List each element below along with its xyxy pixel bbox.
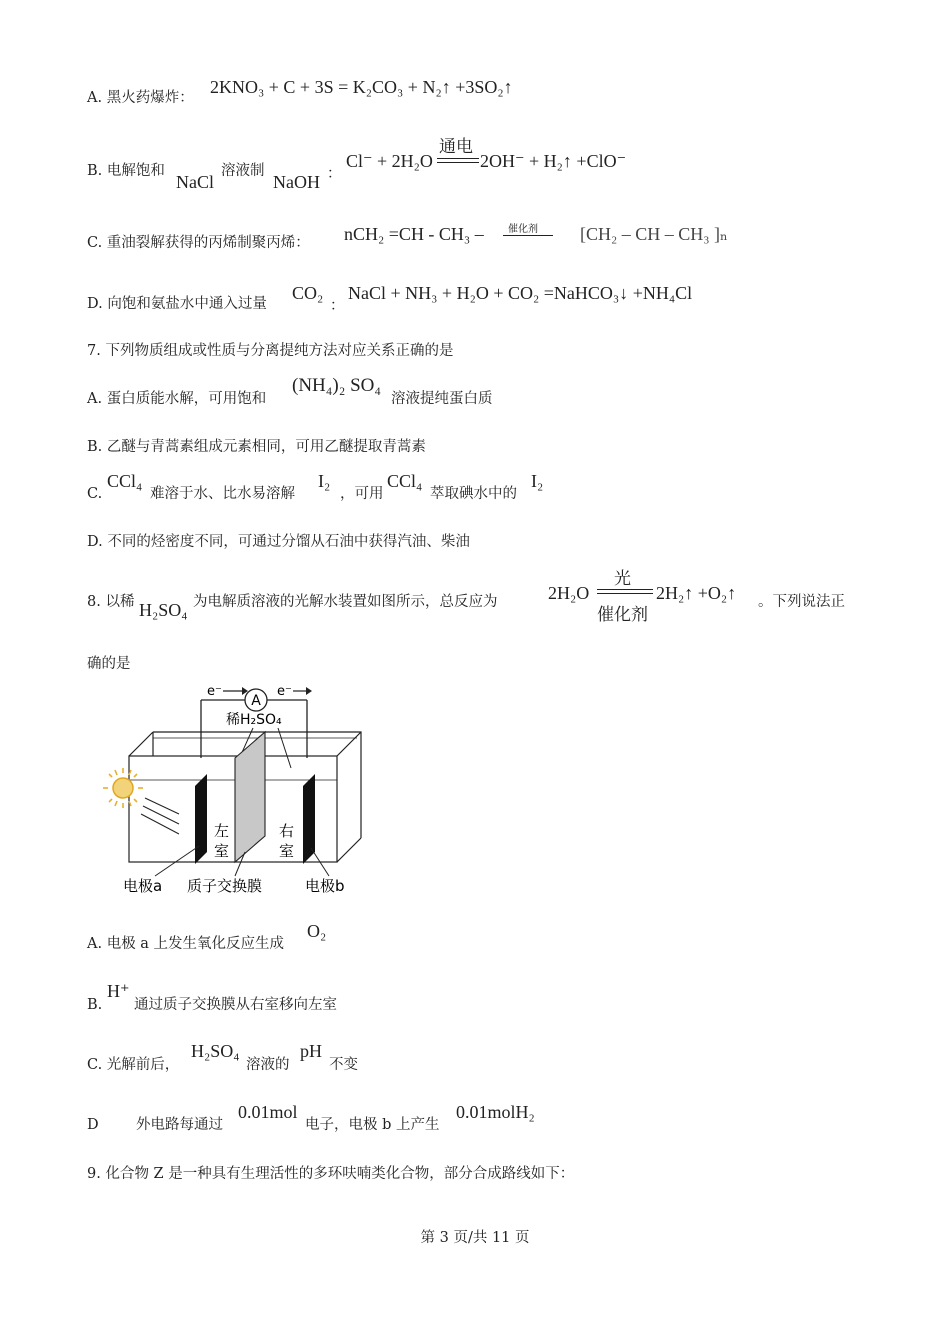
q7-option-a: A. 蛋白质能水解，可用饱和 [87, 391, 267, 407]
q8-option-d-mol: 0.01mol [238, 1102, 298, 1122]
q8-option-c: C. 光解前后， [87, 1057, 180, 1073]
q8-stem-3: 。下列说法正 [758, 594, 845, 610]
q8-eq-cond-top: 光 [614, 569, 631, 588]
q6-option-d-co2: CO₂ [292, 283, 324, 303]
q6-option-b-equals-bar [437, 158, 479, 163]
q6-option-c-condition: 催化剂 [508, 224, 538, 235]
q8-option-c-text-2: 溶液的 [246, 1057, 290, 1073]
q8-stem-2: 为电解质溶液的光解水装置如图所示，总反应为 [193, 594, 498, 610]
left-room-label-2: 室 [214, 842, 230, 860]
photolysis-apparatus-diagram [95, 676, 375, 906]
ammeter-label: A [251, 693, 261, 709]
q7-option-c-text-3: 萃取碘水中的 [430, 486, 517, 502]
left-room-label-1: 左 [214, 822, 230, 840]
q7-option-c-label: C. [87, 486, 103, 502]
q8-option-b-h-ion: H⁺ [107, 981, 130, 1001]
q8-option-b-text: 通过质子交换膜从右室移向左室 [134, 997, 337, 1013]
q8-stem-acid: H₂SO₄ [139, 600, 188, 620]
q6-option-d-label: D. 向饱和氨盐水中通入过量 [87, 296, 267, 312]
q6-option-b-label-2: 溶液制 [221, 163, 265, 179]
electrode-a [195, 774, 207, 864]
q6-option-b-condition: 通电 [439, 137, 473, 156]
proton-exchange-membrane [235, 732, 265, 862]
q7-option-c-i2: I₂ [318, 471, 331, 491]
q8-option-d-text-2: 电子，电极 b 上产生 [305, 1117, 440, 1133]
q8-stem: 8. 以稀 [87, 594, 135, 610]
q8-option-d-text-1: 外电路每通过 [136, 1117, 223, 1133]
membrane-label: 质子交换膜 [187, 877, 263, 895]
q8-option-c-text-3: 不变 [329, 1057, 358, 1073]
q8-eq-bar [597, 589, 653, 594]
q8-eq-cond-bottom: 催化剂 [597, 605, 648, 624]
q8-option-d-label: D [87, 1117, 99, 1133]
q6-option-b-label: B. 电解饱和 [87, 163, 165, 179]
electron-left-label: e⁻ [207, 684, 222, 699]
q8-option-c-ph: pH [300, 1041, 322, 1061]
electrode-a-label: 电极a [123, 877, 163, 895]
q7-option-a-salt: (NH₄)₂ SO₄ [292, 375, 382, 396]
q8-option-b-label: B. [87, 997, 103, 1013]
electron-right-label: e⁻ [277, 684, 292, 699]
q7-option-c-ccl4: CCl₄ [107, 471, 143, 491]
q8-stem-4: 确的是 [87, 656, 131, 672]
q6-option-c-label: C. 重油裂解获得的丙烯制聚丙烯： [87, 235, 310, 251]
electrode-b-label: 电极b [305, 877, 345, 895]
q7-option-b: B. 乙醚与青蒿素组成元素相同，可用乙醚提取青蒿素 [87, 439, 426, 455]
q6-option-b-naoh: NaOH [273, 172, 320, 192]
q6-option-a-equation: 2KNO₃ + C + 3S = K₂CO₃ + N₂↑ +3SO₂↑ [210, 77, 513, 97]
q6-option-d-colon: ： [330, 298, 345, 314]
q8-option-d-h2: 0.01molH₂ [456, 1102, 535, 1122]
right-room-label-1: 右 [279, 822, 295, 840]
page-footer: 第 3 页/共 11 页 [420, 1230, 530, 1246]
q6-option-b-colon: ： [327, 166, 342, 182]
q6-option-b-eq-right: 2OH⁻ + H₂↑ +ClO⁻ [480, 151, 627, 171]
q7-option-c-text-2: ，可用 [340, 486, 384, 502]
q6-option-b-nacl: NaCl [176, 172, 214, 192]
q7-option-d: D. 不同的烃密度不同，可通过分馏从石油中获得汽油、柴油 [87, 534, 470, 550]
q8-option-c-acid: H₂SO₄ [191, 1041, 240, 1061]
solution-label: 稀H₂SO₄ [226, 712, 282, 728]
q6-option-a-label: A. 黑火药爆炸： [87, 90, 194, 106]
q6-option-c-eq-left: nCH₂ =CH - CH₃ – [344, 224, 484, 244]
right-room-label-2: 室 [279, 842, 295, 860]
q8-option-a-o2: O₂ [307, 921, 327, 941]
q6-option-c-arrow [503, 235, 553, 236]
q6-option-b-eq-left: Cl⁻ + 2H₂O [346, 151, 433, 171]
q7-option-c-text-1: 难溶于水、比水易溶解 [150, 486, 295, 502]
q7-option-c-ccl4-2: CCl₄ [387, 471, 423, 491]
q6-option-c-eq-right: [CH₂ – CH – CH₃ ]ₙ [580, 224, 728, 244]
q7-option-a-end: 溶液提纯蛋白质 [391, 391, 493, 407]
q9-stem: 9. 化合物 Z 是一种具有生理活性的多环呋喃类化合物，部分合成路线如下： [87, 1166, 575, 1182]
q8-option-a: A. 电极 a 上发生氧化反应生成 [87, 936, 285, 952]
q7-option-c-i2-2: I₂ [531, 471, 544, 491]
q7-stem: 7. 下列物质组成或性质与分离提纯方法对应关系正确的是 [87, 343, 454, 359]
q8-eq-left: 2H₂O [548, 583, 590, 603]
q8-eq-right: 2H₂↑ +O₂↑ [656, 583, 737, 603]
sun-icon [103, 768, 143, 808]
q6-option-d-equation: NaCl + NH₃ + H₂O + CO₂ =NaHCO₃↓ +NH₄Cl [348, 283, 693, 303]
